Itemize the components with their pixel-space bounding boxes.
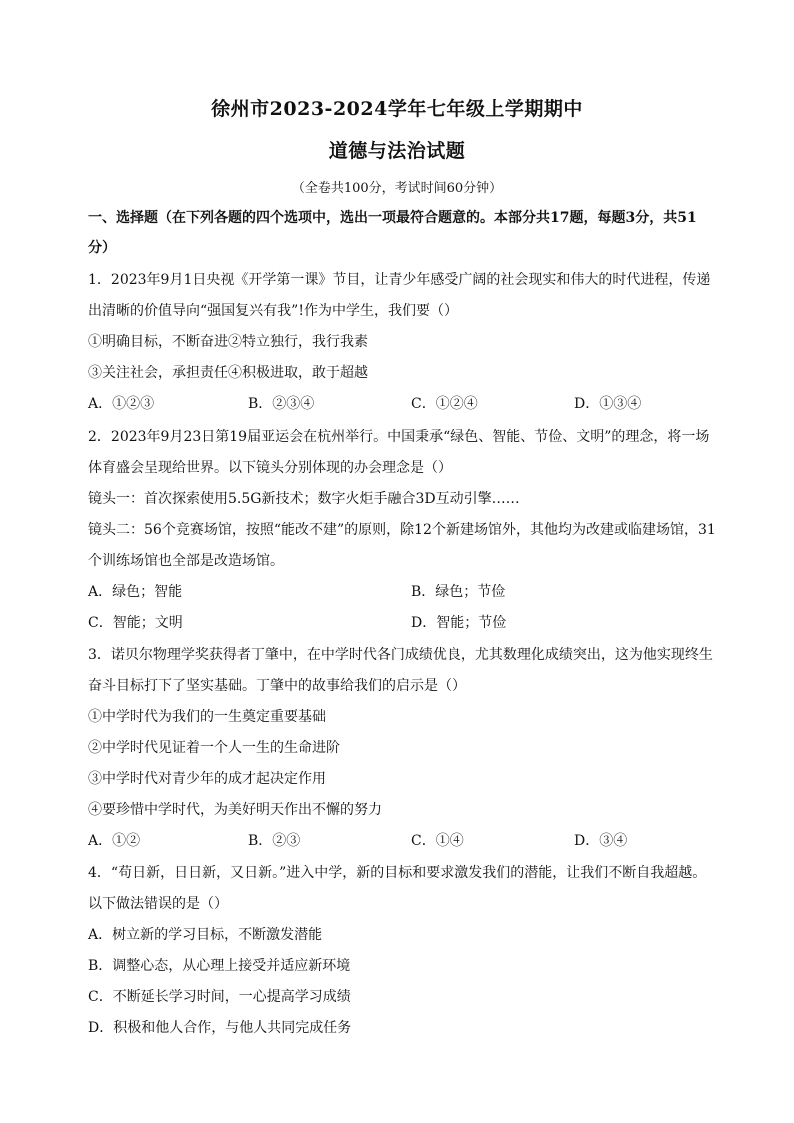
question-3-item: ①中学时代为我们的一生奠定重要基础 <box>88 709 326 725</box>
question-2-stem-cont: 体育盛会呈现给世界。以下镜头分别体现的办会理念是（） <box>88 460 452 476</box>
question-3-item: ②中学时代见证着一个人一生的生命进阶 <box>88 740 340 756</box>
question-2-item: 镜头二：56个竞赛场馆，按照“能改不建”的原则，除12个新建场馆外，其他均为改建或临建场馆，31 <box>88 522 716 538</box>
question-3-option-c: C．①④ <box>411 833 464 849</box>
exam-note: （全卷共100分，考试时间60分钟） <box>291 181 503 196</box>
question-1-stem: 1．2023年9月1日央视《开学第一课》节目，让青少年感受广阔的社会现实和伟大的时代进程，传递 <box>88 272 711 288</box>
question-2-option-c: C．智能；文明 <box>88 615 183 631</box>
question-3-item: ④要珍惜中学时代，为美好明天作出不懈的努力 <box>88 802 382 818</box>
question-4-option-d: D．积极和他人合作，与他人共同完成任务 <box>88 1020 352 1036</box>
question-4-option-a: A．树立新的学习目标，不断激发潜能 <box>88 927 323 943</box>
question-1-item: ③关注社会，承担责任④积极进取，敢于超越 <box>88 365 368 381</box>
section-heading: 一、选择题（在下列各题的四个选项中，选出一项最符合题意的。本部分共17题，每题3分，共51 <box>88 210 697 226</box>
question-3-stem: 3．诺贝尔物理学奖获得者丁肇中，在中学时代各门成绩优良，尤其数理化成绩突出，这为他实现终生 <box>88 647 713 663</box>
question-3-option-a: A．①② <box>88 833 141 849</box>
exam-title: 徐州市2023-2024学年七年级上学期期中 <box>211 98 583 120</box>
question-3-option-b: B．②③ <box>248 833 301 849</box>
question-1-item: ①明确目标，不断奋进②特立独行，我行我素 <box>88 334 368 350</box>
question-4-option-c: C．不断延长学习时间，一心提高学习成绩 <box>88 989 351 1005</box>
exam-subject: 道德与法治试题 <box>328 140 466 162</box>
question-4-stem: 4．“苟日新，日日新，又日新。”进入中学，新的目标和要求激发我们的潜能，让我们不断自我超越。 <box>88 865 707 881</box>
section-heading-cont: 分） <box>88 240 116 256</box>
question-2-stem: 2．2023年9月23日第19届亚运会在杭州举行。中国秉承“绿色、智能、节俭、文明”的理念，将一场 <box>88 429 710 445</box>
question-2-item: 个训练场馆也全部是改造场馆。 <box>88 553 284 569</box>
question-2-option-a: A．绿色；智能 <box>88 584 183 600</box>
question-1-option-a: A．①②③ <box>88 396 155 412</box>
question-3-option-d: D．③④ <box>574 833 628 849</box>
question-4-option-b: B．调整心态，从心理上接受并适应新环境 <box>88 958 351 974</box>
question-3-item: ③中学时代对青少年的成才起决定作用 <box>88 771 326 787</box>
question-1-option-c: C．①②④ <box>411 396 478 412</box>
question-1-option-b: B．②③④ <box>248 396 315 412</box>
question-1-option-d: D．①③④ <box>574 396 642 412</box>
question-1-stem-cont: 出清晰的价值导向“强国复兴有我”!作为中学生，我们要（） <box>88 303 458 319</box>
question-2-option-b: B．绿色；节俭 <box>411 584 506 600</box>
question-4-stem-cont: 以下做法错误的是（） <box>88 896 228 912</box>
question-3-stem-cont: 奋斗目标打下了坚实基础。丁肇中的故事给我们的启示是（） <box>88 678 466 694</box>
question-2-option-d: D．智能；节俭 <box>411 615 507 631</box>
question-2-item: 镜头一：首次探索使用5.5G新技术；数字火炬手融合3D互动引擎…… <box>88 491 520 507</box>
